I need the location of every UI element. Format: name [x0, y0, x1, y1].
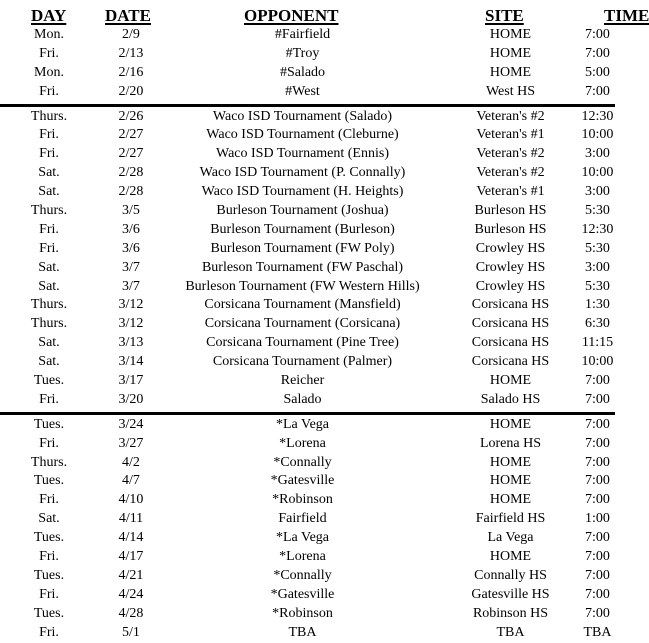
table-row	[0, 510, 615, 529]
table-row	[0, 334, 615, 353]
cell-time: 7:00	[585, 83, 610, 99]
cell-site: Crowley HS	[475, 240, 546, 256]
cell-opponent: Corsicana Tournament (Pine Tree)	[206, 335, 399, 351]
cell-site: Corsicana HS	[471, 354, 550, 370]
cell-opponent: Corsicana Tournament (Mansfield)	[204, 297, 401, 313]
cell-date: 4/21	[118, 567, 144, 583]
cell-site: HOME	[489, 454, 532, 470]
table-row	[0, 472, 615, 491]
cell-time: 7:00	[585, 473, 610, 489]
cell-date: 4/7	[122, 473, 140, 489]
cell-site: Veteran's #2	[476, 108, 545, 124]
cell-opponent: *Gatesville	[270, 586, 335, 602]
table-row	[0, 240, 615, 259]
cell-date: 2/28	[118, 184, 144, 200]
cell-day: Thurs.	[30, 297, 68, 313]
cell-opponent: Fairfield	[278, 511, 327, 527]
table-row	[0, 64, 615, 83]
table-row	[0, 315, 615, 334]
table-row	[0, 624, 615, 643]
cell-site: Robinson HS	[472, 605, 549, 621]
cell-opponent: #Fairfield	[274, 27, 331, 42]
cell-site: HOME	[489, 473, 532, 489]
cell-day: Sat.	[38, 511, 60, 527]
cell-date: 4/24	[118, 586, 144, 602]
cell-time: 5:30	[585, 203, 610, 219]
cell-time: 10:00	[581, 354, 614, 370]
cell-day: Thurs.	[30, 454, 68, 470]
cell-time: 11:15	[581, 335, 614, 351]
cell-site: HOME	[489, 492, 532, 508]
cell-date: 4/2	[122, 454, 140, 470]
table-row	[0, 145, 615, 164]
cell-site: Veteran's #1	[476, 127, 545, 143]
cell-time: 7:00	[585, 45, 610, 61]
cell-site: Crowley HS	[475, 259, 546, 275]
cell-opponent: Burleson Tournament (FW Western Hills)	[185, 278, 420, 294]
cell-date: 2/16	[118, 64, 144, 80]
cell-site: West HS	[485, 83, 536, 99]
cell-date: 3/27	[118, 435, 144, 451]
cell-date: 2/27	[118, 146, 144, 162]
cell-date: 3/24	[118, 416, 144, 432]
cell-site: Salado HS	[480, 391, 541, 407]
header-site: SITE	[485, 6, 524, 25]
table-row	[0, 491, 615, 510]
cell-opponent: Waco ISD Tournament (P. Connally)	[199, 165, 406, 181]
cell-site: Burleson HS	[474, 221, 547, 237]
cell-date: 3/12	[118, 316, 144, 332]
cell-day: Tues.	[33, 605, 65, 621]
cell-day: Sat.	[38, 354, 60, 370]
cell-day: Tues.	[33, 567, 65, 583]
cell-time: 7:00	[585, 492, 610, 508]
cell-day: Tues.	[33, 416, 65, 432]
cell-time: 7:00	[585, 530, 610, 546]
cell-opponent: *Robinson	[272, 492, 333, 508]
cell-opponent: *Gatesville	[270, 473, 335, 489]
cell-day: Fri.	[39, 492, 59, 508]
cell-time: 10:00	[581, 165, 614, 181]
cell-date: 3/12	[118, 297, 144, 313]
table-row	[0, 435, 615, 454]
cell-date: 4/28	[118, 605, 144, 621]
cell-date: 3/7	[122, 278, 140, 294]
cell-day: Sat.	[38, 165, 60, 181]
table-row	[0, 454, 615, 473]
cell-time: 7:00	[585, 435, 610, 451]
cell-day: Mon.	[34, 64, 64, 80]
cell-time: 5:30	[585, 240, 610, 256]
cell-time: 3:00	[585, 184, 610, 200]
cell-site: Connally HS	[474, 567, 547, 583]
cell-time: 6:30	[585, 316, 610, 332]
cell-opponent: Salado	[283, 391, 322, 407]
cell-date: 2/28	[118, 165, 144, 181]
cell-time: 7:00	[585, 549, 610, 565]
cell-opponent: #West	[285, 83, 320, 99]
table-row	[0, 278, 615, 297]
cell-time: 10:00	[581, 127, 614, 143]
table-row	[0, 183, 615, 202]
cell-day: Thurs.	[30, 108, 68, 124]
cell-day: Thurs.	[30, 203, 68, 219]
cell-time: 12:30	[581, 221, 614, 237]
cell-time: 7:00	[585, 454, 610, 470]
table-row	[0, 548, 615, 567]
cell-date: 3/13	[118, 335, 144, 351]
cell-opponent: Burleson Tournament (Joshua)	[216, 203, 389, 219]
table-row	[0, 296, 615, 315]
cell-time: 5:00	[585, 64, 610, 80]
cell-time: 7:00	[585, 416, 610, 432]
cell-time: 12:30	[581, 108, 614, 124]
cell-day: Tues.	[33, 473, 65, 489]
section-divider	[0, 412, 615, 415]
header-day: DAY	[31, 6, 67, 25]
cell-site: HOME	[489, 27, 532, 42]
cell-site: Burleson HS	[474, 203, 547, 219]
cell-date: 2/27	[118, 127, 144, 143]
cell-site: TBA	[496, 624, 525, 640]
cell-day: Fri.	[39, 45, 59, 61]
cell-date: 3/7	[122, 259, 140, 275]
cell-opponent: Burleson Tournament (Burleson)	[210, 221, 395, 237]
cell-time: 7:00	[585, 605, 610, 621]
cell-site: HOME	[489, 416, 532, 432]
cell-opponent: #Salado	[279, 64, 326, 80]
cell-day: Fri.	[39, 435, 59, 451]
cell-day: Fri.	[39, 240, 59, 256]
cell-site: HOME	[489, 45, 532, 61]
header-opponent: OPPONENT	[244, 6, 339, 25]
cell-day: Sat.	[38, 335, 60, 351]
cell-time: 3:00	[585, 259, 610, 275]
table-row	[0, 108, 615, 127]
table-row	[0, 45, 615, 64]
cell-opponent: *La Vega	[276, 416, 329, 432]
cell-time: 7:00	[585, 567, 610, 583]
cell-date: 5/1	[122, 624, 140, 640]
cell-day: Fri.	[39, 83, 59, 99]
cell-opponent: Waco ISD Tournament (Cleburne)	[206, 127, 399, 143]
cell-opponent: *Lorena	[279, 549, 326, 565]
cell-time: 7:00	[585, 373, 610, 389]
table-row	[0, 221, 615, 240]
cell-date: 2/26	[118, 108, 144, 124]
cell-date: 4/10	[118, 492, 144, 508]
cell-time: 1:00	[585, 511, 610, 527]
cell-site: Veteran's #2	[476, 146, 545, 162]
schedule-body	[0, 26, 615, 643]
table-row	[0, 26, 615, 45]
cell-date: 2/20	[118, 83, 144, 99]
cell-opponent: #Troy	[285, 45, 320, 61]
cell-site: Gatesville HS	[471, 586, 550, 602]
cell-date: 3/17	[118, 373, 144, 389]
cell-opponent: *Connally	[273, 567, 332, 583]
cell-day: Fri.	[39, 127, 59, 143]
cell-opponent: Burleson Tournament (FW Poly)	[210, 240, 395, 256]
cell-time: 3:00	[585, 146, 610, 162]
table-row	[0, 126, 615, 145]
section-divider	[0, 104, 615, 107]
cell-opponent: *Connally	[273, 454, 332, 470]
cell-day: Thurs.	[30, 316, 68, 332]
table-row	[0, 529, 615, 548]
cell-day: Tues.	[33, 530, 65, 546]
cell-opponent: Reicher	[280, 373, 325, 389]
cell-date: 4/14	[118, 530, 144, 546]
cell-site: La Vega	[487, 530, 534, 546]
cell-date: 3/5	[122, 203, 140, 219]
cell-site: Corsicana HS	[471, 335, 550, 351]
cell-site: Corsicana HS	[471, 316, 550, 332]
cell-date: 2/13	[118, 45, 144, 61]
table-row	[0, 586, 615, 605]
table-row	[0, 605, 615, 624]
cell-site: Corsicana HS	[471, 297, 550, 313]
table-row	[0, 202, 615, 221]
cell-time: 7:00	[585, 391, 610, 407]
cell-date: 2/9	[122, 27, 140, 42]
cell-time: 7:00	[585, 27, 610, 42]
cell-site: Fairfield HS	[475, 511, 546, 527]
cell-opponent: Corsicana Tournament (Palmer)	[212, 354, 393, 370]
cell-day: Fri.	[39, 146, 59, 162]
cell-opponent: *Lorena	[279, 435, 326, 451]
cell-date: 3/6	[122, 240, 140, 256]
cell-opponent: Corsicana Tournament (Corsicana)	[204, 316, 401, 332]
header-date: DATE	[105, 6, 151, 25]
cell-date: 3/14	[118, 354, 144, 370]
table-row	[0, 372, 615, 391]
cell-day: Tues.	[33, 373, 65, 389]
cell-date: 4/17	[118, 549, 144, 565]
table-row	[0, 259, 615, 278]
cell-opponent: TBA	[288, 624, 317, 640]
cell-time: 5:30	[585, 278, 610, 294]
header-row	[0, 0, 649, 26]
header-time: TIME	[604, 6, 649, 25]
cell-day: Sat.	[38, 259, 60, 275]
cell-opponent: Waco ISD Tournament (Ennis)	[216, 146, 389, 162]
table-row	[0, 416, 615, 435]
cell-day: Sat.	[38, 184, 60, 200]
table-row	[0, 164, 615, 183]
cell-day: Fri.	[39, 549, 59, 565]
table-row	[0, 353, 615, 372]
cell-day: Fri.	[39, 624, 59, 640]
table-row	[0, 83, 615, 102]
cell-site: HOME	[489, 373, 532, 389]
cell-time: 1:30	[585, 297, 610, 313]
cell-day: Fri.	[39, 221, 59, 237]
cell-opponent: Waco ISD Tournament (H. Heights)	[201, 184, 404, 200]
cell-time: 7:00	[585, 586, 610, 602]
cell-date: 3/6	[122, 221, 140, 237]
cell-date: 4/11	[118, 511, 144, 527]
cell-opponent: *La Vega	[276, 530, 329, 546]
cell-day: Sat.	[38, 278, 60, 294]
table-row	[0, 391, 615, 410]
table-row	[0, 567, 615, 586]
cell-date: 3/20	[118, 391, 144, 407]
cell-opponent: Waco ISD Tournament (Salado)	[212, 108, 393, 124]
cell-site: HOME	[489, 64, 532, 80]
cell-site: Veteran's #2	[476, 165, 545, 181]
cell-opponent: *Robinson	[272, 605, 333, 621]
cell-time: TBA	[583, 624, 612, 640]
cell-site: Veteran's #1	[476, 184, 545, 200]
cell-day: Mon.	[34, 27, 64, 42]
cell-site: HOME	[489, 549, 532, 565]
cell-site: Lorena HS	[479, 435, 542, 451]
cell-day: Fri.	[39, 586, 59, 602]
cell-day: Fri.	[39, 391, 59, 407]
cell-opponent: Burleson Tournament (FW Paschal)	[201, 259, 404, 275]
cell-site: Crowley HS	[475, 278, 546, 294]
